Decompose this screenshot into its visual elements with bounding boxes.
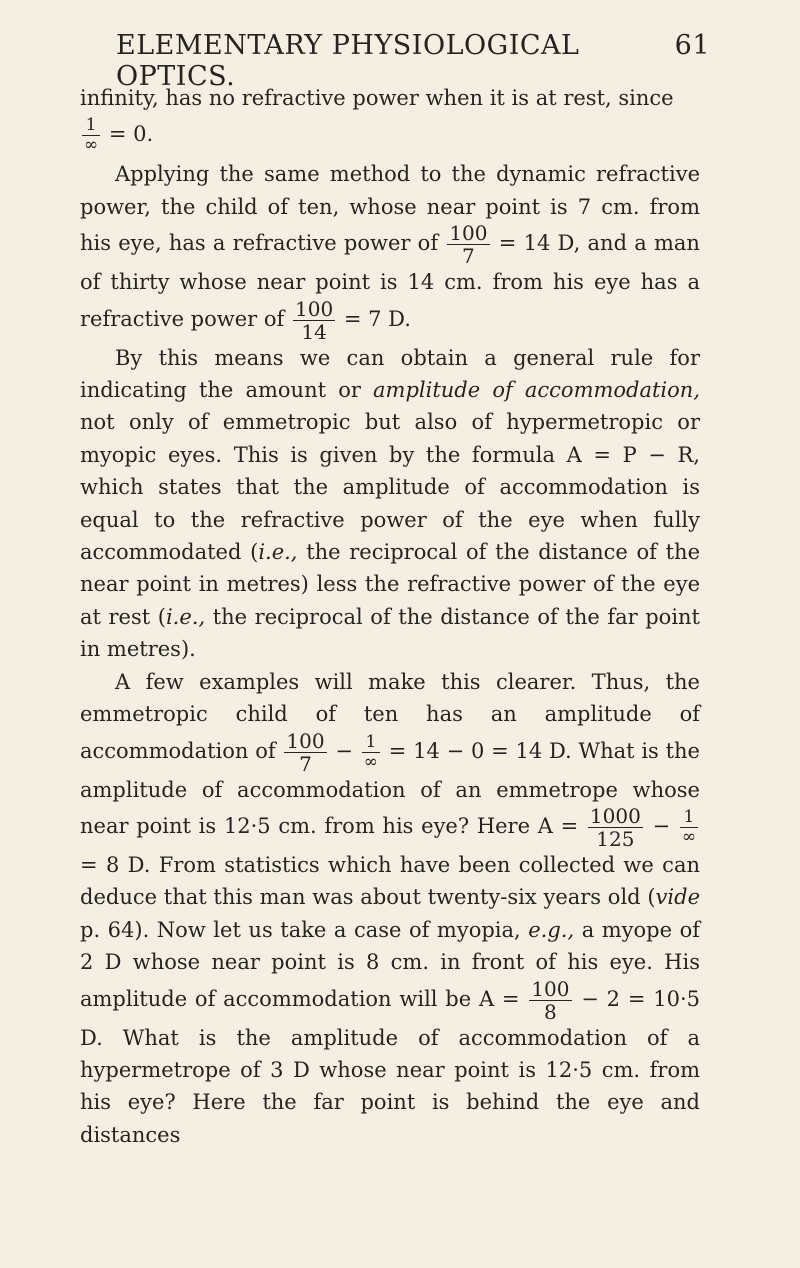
body-text bbox=[80, 82, 700, 1151]
paragraph-1 bbox=[80, 82, 700, 154]
paragraph-2-text-c: = 7 D. bbox=[343, 306, 411, 331]
paragraph-3-text-d: the reciprocal of the distance of the far point in metres). bbox=[80, 604, 701, 662]
book-page bbox=[80, 30, 710, 1147]
minus-sign: − bbox=[335, 738, 353, 763]
fraction-numerator: 1000 bbox=[589, 803, 641, 828]
fraction-denominator: 8 bbox=[544, 999, 557, 1024]
fraction-numerator: 100 bbox=[449, 221, 488, 246]
paragraph-3-text-b: not only of emmetropic but also of hypermetropic or myopic eyes. This is given by the formula A = P − R, which states that the amplitude of accommodation is equal to the refractive power of the eye when fully accommodated ( bbox=[80, 410, 700, 565]
paragraph-2-text-b: = 14 D, and a man of thirty whose near point is 14 cm. from his eye has a refractive power of bbox=[80, 231, 700, 331]
fraction-1-over-infinity bbox=[680, 806, 698, 847]
paragraph-4-text-c: = 8 D. From statistics which have been collected we can deduce that this man was about twenty-six years old ( bbox=[80, 852, 700, 910]
page-number: 61 bbox=[674, 30, 710, 61]
fraction-denominator: 7 bbox=[299, 751, 312, 776]
fraction-numerator: 1 bbox=[362, 734, 380, 753]
fraction-100-over-14 bbox=[293, 296, 335, 344]
fraction-1-over-infinity bbox=[82, 117, 100, 154]
equation-line-1 bbox=[80, 114, 700, 154]
paragraph-4-text-d: p. 64). Now let us take a case of myopia, bbox=[80, 917, 521, 942]
fraction-100-over-7 bbox=[284, 728, 326, 776]
italic-ie: i.e., bbox=[165, 604, 206, 629]
paragraph-4-text-a: A few examples will make this clearer. Thus, the emmetropic child of ten has an amplitude of accommodation of bbox=[80, 669, 700, 763]
italic-ie: i.e., bbox=[258, 540, 298, 565]
fraction-denominator: 125 bbox=[596, 826, 635, 851]
fraction-1-over-infinity bbox=[362, 731, 380, 772]
italic-eg: e.g., bbox=[528, 917, 575, 942]
running-header bbox=[80, 30, 710, 92]
equation-result: = 0. bbox=[108, 122, 154, 147]
fraction-100-over-7 bbox=[447, 221, 489, 269]
fraction-denominator: ∞ bbox=[363, 751, 378, 772]
fraction-numerator: 100 bbox=[286, 728, 325, 753]
running-title: ELEMENTARY PHYSIOLOGICAL OPTICS. bbox=[116, 30, 580, 92]
fraction-denominator: 14 bbox=[301, 319, 327, 344]
fraction-100-over-8 bbox=[529, 976, 571, 1024]
fraction-numerator: 100 bbox=[531, 976, 570, 1001]
paragraph-3-text-c: the reciprocal of the distance of the near point in metres) less the refractive power of the eye at rest ( bbox=[80, 540, 701, 629]
italic-term-amplitude: amplitude of accommodation, bbox=[373, 378, 700, 403]
paragraph-4-text-b: = 14 − 0 = 14 D. What is the amplitude of accommodation of an emmetrope whose near point is 12·5 cm. from his eye? Here A = bbox=[80, 738, 700, 838]
paragraph-1-text: infinity, has no refractive power when it is at rest, since bbox=[80, 86, 674, 110]
minus-sign: − bbox=[652, 813, 671, 838]
paragraph-3-text-a: By this means we can obtain a general rule for indicating the amount or bbox=[80, 345, 700, 403]
fraction-denominator: 7 bbox=[462, 244, 475, 269]
fraction-numerator: 1 bbox=[680, 809, 698, 828]
fraction-1000-over-125 bbox=[588, 803, 643, 851]
fraction-numerator: 1 bbox=[82, 117, 100, 136]
paragraph-2 bbox=[80, 158, 700, 344]
fraction-denominator: ∞ bbox=[681, 826, 696, 847]
paragraph-4-text-f: − 2 = 10·5 D. What is the amplitude of accommodation of a hypermetrope of 3 D whose near point is 12·5 cm. from his eye? Here the far point is behind the eye and distances bbox=[80, 986, 700, 1147]
paragraph-3 bbox=[80, 342, 700, 666]
paragraph-4-text-e: a myope of 2 D whose near point is 8 cm. in front of his eye. His amplitude of accommodation will be A = bbox=[80, 917, 700, 1011]
paragraph-4 bbox=[80, 666, 700, 1151]
italic-vide: vide bbox=[655, 885, 700, 910]
fraction-numerator: 100 bbox=[295, 296, 334, 321]
fraction-denominator: ∞ bbox=[84, 135, 99, 156]
paragraph-2-text-a: Applying the same method to the dynamic refractive power, the child of ten, whose near point is 7 cm. from his eye, has a refractive power of bbox=[80, 162, 700, 256]
